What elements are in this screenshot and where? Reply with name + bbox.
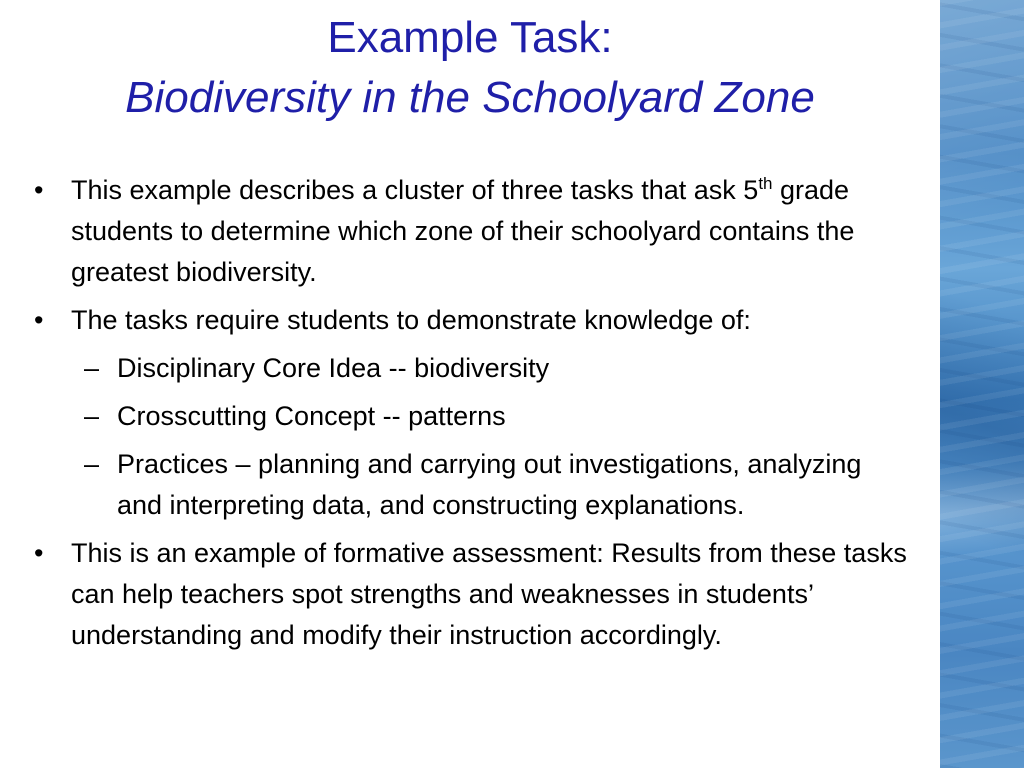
sub-bullet-text: Practices – planning and carrying out investigations, analyzing and interpreting data, and constructing explanations. <box>117 449 862 520</box>
bullet-text-continued: grade students to determine which zone of their schoolyard contains the greatest biodiversity. <box>71 175 855 287</box>
bullet-item-2 <box>30 300 910 341</box>
bullet-item-3 <box>30 533 910 656</box>
sub-bullet-core-idea <box>30 348 910 389</box>
bullet-text: This is an example of formative assessment: Results from these tasks can help teachers spot strengths and weaknesses in students’ understanding and modify their instruction accordingly. <box>71 538 907 650</box>
title-line-1: Example Task: <box>327 13 613 62</box>
dash-marker: – <box>84 401 100 431</box>
bullet-text: This example describes a cluster of three tasks that ask 5 <box>71 175 759 205</box>
bullet-marker: • <box>34 305 44 335</box>
bullet-text: The tasks require students to demonstrate knowledge of: <box>71 305 751 335</box>
sub-bullet-text: Crosscutting Concept -- patterns <box>117 401 506 431</box>
bullet-item-1 <box>30 170 910 293</box>
sub-bullet-text: Disciplinary Core Idea -- biodiversity <box>117 353 550 383</box>
sub-bullet-practices <box>30 444 910 526</box>
title-line-2: Biodiversity in the Schoolyard Zone <box>125 73 815 122</box>
bullet-marker: • <box>34 538 44 568</box>
dash-marker: – <box>84 449 100 479</box>
slide-title <box>20 8 920 128</box>
bullet-marker: • <box>34 175 44 205</box>
decorative-side-strip <box>940 0 1024 768</box>
ordinal-superscript: th <box>758 174 773 193</box>
dash-marker: – <box>84 353 100 383</box>
bullet-list <box>30 170 910 663</box>
sub-bullet-crosscutting <box>30 396 910 437</box>
